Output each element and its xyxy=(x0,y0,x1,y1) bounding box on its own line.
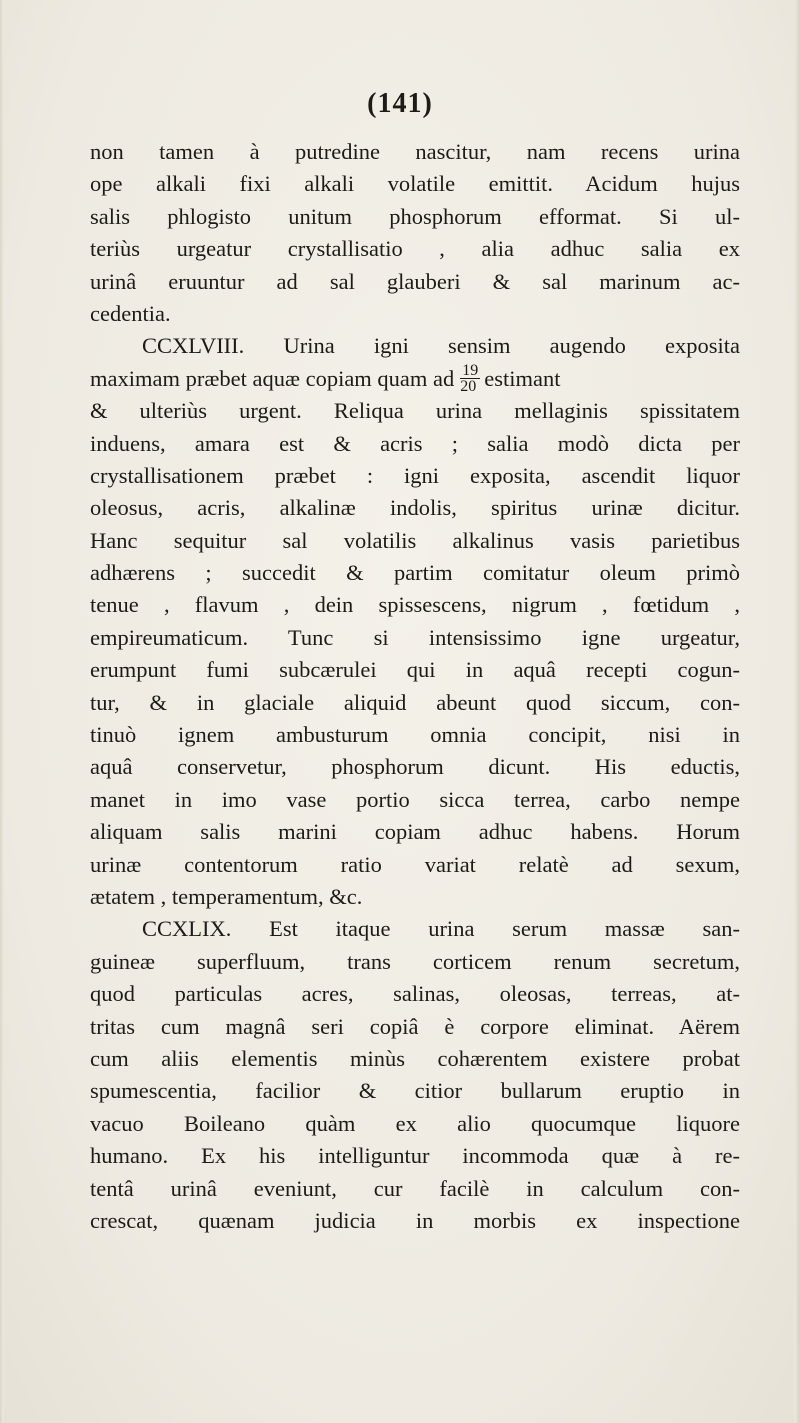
fraction-numerator: 19 xyxy=(462,362,479,380)
text-line: cedentia. xyxy=(90,300,171,326)
text-line: salis phlogisto unitum phosphorum efformat. Si ul- xyxy=(90,203,740,229)
text-line: induens, amara est & acris ; salia modò dicta per xyxy=(90,430,740,456)
fraction xyxy=(460,363,480,394)
text-line: vacuo Boileano quàm ex alio quocumque liquore xyxy=(90,1110,740,1136)
text-line: tinuò ignem ambusturum omnia concipit, nisi in xyxy=(90,722,740,748)
text-line: aliquam salis marini copiam adhuc habens. Horum xyxy=(90,819,740,845)
text-line: cum aliis elementis minùs cohærentem existere probat xyxy=(90,1045,740,1071)
section-heading-line: CCXLIX. Est itaque urina serum massæ san- xyxy=(142,916,740,942)
text-line: aquâ conservetur, phosphorum dicunt. His eductis, xyxy=(90,754,740,780)
text-fragment: maximam præbet aquæ copiam quam ad xyxy=(90,365,455,391)
text-line: crystallisationem præbet : igni exposita, ascendit liquor xyxy=(90,462,740,488)
text-line: spumescentia, facilior & citior bullarum eruptio in xyxy=(90,1078,740,1104)
text-line: quod particulas acres, salinas, oleosas, terreas, at- xyxy=(90,981,740,1007)
text-line: erumpunt fumi subcærulei qui in aquâ recepti cogun- xyxy=(90,657,740,683)
body-text xyxy=(90,136,740,1237)
text-line: teriùs urgeatur crystallisatio , alia adhuc salia ex xyxy=(90,236,740,262)
text-line: & ulteriùs urgent. Reliqua urina mellaginis spissitatem xyxy=(90,398,740,424)
page-right-edge xyxy=(794,0,800,1423)
text-line: tentâ urinâ eveniunt, cur facilè in calculum con- xyxy=(90,1175,740,1201)
text-line-with-fraction xyxy=(90,363,740,395)
text-line: Hanc sequitur sal volatilis alkalinus vasis parietibus xyxy=(90,527,740,553)
text-fragment: estimant xyxy=(484,365,561,391)
text-line: adhærens ; succedit & partim comitatur oleum primò xyxy=(90,560,740,586)
text-line: urinâ eruuntur ad sal glauberi & sal marinum ac- xyxy=(90,268,740,294)
text-line: tritas cum magnâ seri copiâ è corpore eliminat. Aërem xyxy=(90,1013,740,1039)
text-line: guineæ superfluum, trans corticem renum secretum, xyxy=(90,948,740,974)
fraction-denominator: 20 xyxy=(460,378,477,396)
section-heading-line: CCXLVIII. Urina igni sensim augendo exposita xyxy=(142,333,740,359)
text-line: ope alkali fixi alkali volatile emittit. Acidum hujus xyxy=(90,171,740,197)
text-line: tur, & in glaciale aliquid abeunt quod siccum, con- xyxy=(90,689,740,715)
text-line: non tamen à putredine nascitur, nam recens urina xyxy=(90,139,740,164)
text-line: manet in imo vase portio sicca terrea, carbo nempe xyxy=(90,786,740,812)
text-line: empireumaticum. Tunc si intensissimo igne urgeatur, xyxy=(90,624,740,650)
text-line: crescat, quænam judicia in morbis ex inspectione xyxy=(90,1207,740,1233)
page-number: (141) xyxy=(367,88,433,119)
text-line: ætatem , temperamentum, &c. xyxy=(90,883,363,909)
text-line: urinæ contentorum ratio variat relatè ad sexum, xyxy=(90,851,740,877)
text-line: oleosus, acris, alkalinæ indolis, spiritus urinæ dicitur. xyxy=(90,495,740,521)
text-line: tenue , flavum , dein spissescens, nigrum , fœtidum , xyxy=(90,592,740,618)
page-left-edge xyxy=(0,0,4,1423)
text-line: humano. Ex his intelliguntur incommoda quæ à re- xyxy=(90,1143,740,1169)
